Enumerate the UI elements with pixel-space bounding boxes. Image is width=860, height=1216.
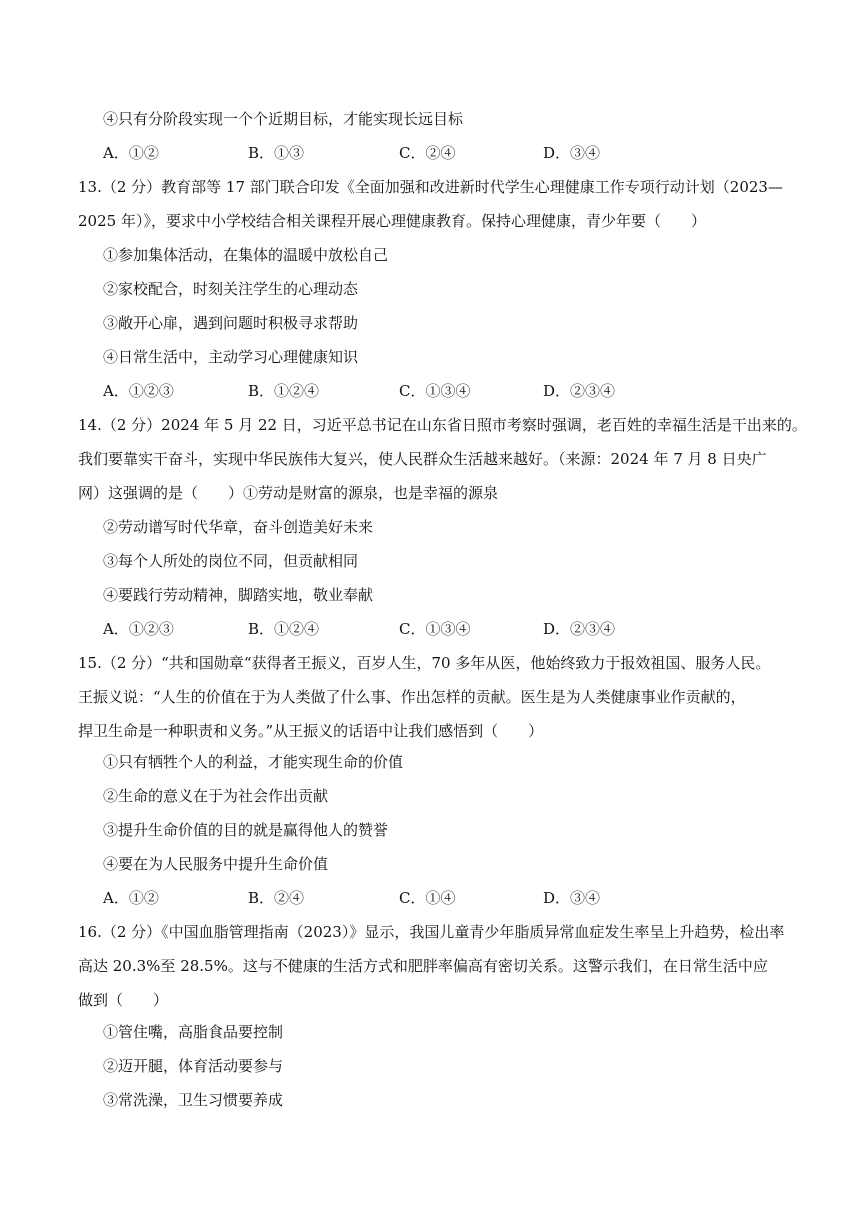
statement-14-3: ③每个人所处的岗位不同，但贡献相同 xyxy=(103,552,359,570)
statement-13-3: ③敞开心扉，遇到问题时积极寻求帮助 xyxy=(103,314,359,332)
statement-14-4: ④要践行劳动精神，脚踏实地，敬业奉献 xyxy=(103,586,374,604)
question-14-line-3: 网）这强调的是（ ）①劳动是财富的源泉，也是幸福的源泉 xyxy=(78,484,499,502)
question-15-line-1: 15.（2 分）“共和国勋章“获得者王振义，百岁人生，70 多年从医，他始终致力于报效祖国、服务人民。 xyxy=(78,654,771,672)
question-14-line-1: 14.（2 分）2024 年 5 月 22 日，习近平总书记在山东省日照市考察时强调，老百姓的幸福生活是干出来的。 xyxy=(78,416,807,434)
question-15-line-3: 捍卫生命是一种职责和义务。”从王振义的话语中让我们感悟到（ ） xyxy=(78,722,544,740)
option-c: C．①③④ xyxy=(399,382,471,400)
option-c: C．②④ xyxy=(399,144,456,162)
statement-15-2: ②生命的意义在于为社会作出贡献 xyxy=(103,787,329,805)
statement-13-1: ①参加集体活动，在集体的温暖中放松自己 xyxy=(103,246,389,264)
option-d: D．②③④ xyxy=(543,382,616,400)
statement-16-2: ②迈开腿，体育活动要参与 xyxy=(103,1057,284,1075)
option-a: A．①②③ xyxy=(103,382,174,400)
statement-16-3: ③常洗澡，卫生习惯要养成 xyxy=(103,1091,284,1109)
question-13-line-1: 13.（2 分）教育部等 17 部门联合印发《全面加强和改进新时代学生心理健康工作专项行动计划（2023— xyxy=(78,178,783,196)
statement-14-2: ②劳动谱写时代华章，奋斗创造美好未来 xyxy=(103,518,374,536)
option-b: B．①②④ xyxy=(248,620,320,638)
option-a: A．①② xyxy=(103,144,159,162)
statement-13-2: ②家校配合，时刻关注学生的心理动态 xyxy=(103,280,359,298)
option-b: B．①②④ xyxy=(248,382,320,400)
question-15-line-2: 王振义说：“人生的价值在于为人类做了什么事、作出怎样的贡献。医生是为人类健康事业作贡献的， xyxy=(78,688,746,706)
option-b: B．①③ xyxy=(248,144,305,162)
option-c: C．①③④ xyxy=(399,620,471,638)
statement-13-4: ④日常生活中，主动学习心理健康知识 xyxy=(103,348,359,366)
statement-16-1: ①管住嘴，高脂食品要控制 xyxy=(103,1023,284,1041)
statement-15-4: ④要在为人民服务中提升生命价值 xyxy=(103,855,329,873)
statement-15-3: ③提升生命价值的目的就是赢得他人的赞誉 xyxy=(103,821,389,839)
option-b: B．②④ xyxy=(248,889,305,907)
question-14-line-2: 我们要靠实干奋斗，实现中华民族伟大复兴，使人民群众生活越来越好。（来源：2024 年 7 月 8 日央广 xyxy=(78,450,767,468)
option-a: A．①② xyxy=(103,889,159,907)
option-d: D．②③④ xyxy=(543,620,616,638)
option-d: D．③④ xyxy=(543,144,601,162)
option-a: A．①②③ xyxy=(103,620,174,638)
question-16-line-3: 做到（ ） xyxy=(78,991,169,1009)
option-d: D．③④ xyxy=(543,889,601,907)
question-16-line-2: 高达 20.3%至 28.5%。这与不健康的生活方式和肥胖率偏高有密切关系。这警示我们，在日常生活中应 xyxy=(78,957,768,975)
question-13-line-2: 2025 年）》，要求中小学校结合相关课程开展心理健康教育。保持心理健康，青少年要（ ） xyxy=(78,212,706,230)
option-c: C．①④ xyxy=(399,889,456,907)
statement-12-4: ④只有分阶段实现一个个近期目标，才能实现长远目标 xyxy=(103,110,464,128)
statement-15-1: ①只有牺牲个人的利益，才能实现生命的价值 xyxy=(103,753,404,771)
question-16-line-1: 16.（2 分）《中国血脂管理指南（2023）》显示，我国儿童青少年脂质异常血症发生率呈上升趋势，检出率 xyxy=(78,923,785,941)
